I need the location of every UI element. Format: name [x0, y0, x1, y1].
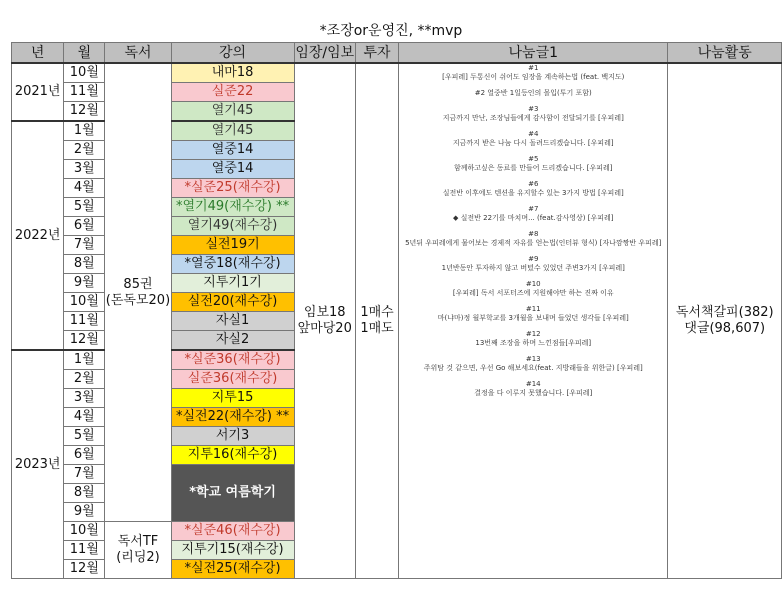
header-month: 월	[64, 43, 105, 64]
month-cell: 10월	[64, 522, 105, 541]
month-cell: 2월	[64, 370, 105, 389]
mentor-report: 임보18	[303, 305, 346, 320]
post-title: 1년반동안 투자하지 않고 버텼수 있었던 주변3가지 [우피레]	[441, 264, 625, 272]
post-title: 13번째 조장을 하며 느낀점들[우피레]	[475, 339, 592, 347]
month-cell: 10월	[64, 63, 105, 83]
month-cell: 1월	[64, 121, 105, 141]
post-number: #10	[525, 280, 541, 288]
month-cell: 11월	[64, 83, 105, 102]
month-cell: 3월	[64, 389, 105, 408]
month-cell: 8월	[64, 484, 105, 503]
post-item	[399, 205, 667, 223]
activity-bookmark: 독서책갈피(382)	[675, 305, 774, 320]
post-item	[399, 380, 667, 398]
month-cell: 5월	[64, 427, 105, 446]
lecture-cell: *실준25(재수강)	[171, 179, 294, 198]
month-cell: 1월	[64, 350, 105, 370]
month-cell: 6월	[64, 217, 105, 236]
month-cell: 12월	[64, 102, 105, 122]
invest-sell: 1매도	[360, 321, 394, 336]
lecture-cell: 열기45	[171, 121, 294, 141]
activity-comments: 댓글(98,607)	[684, 321, 766, 336]
post-number: #5	[528, 155, 539, 163]
legend-note: *조장or운영진, **mvp	[319, 23, 463, 39]
month-cell: 4월	[64, 408, 105, 427]
post-title: 실전반 이후에도 텐션을 유지할수 있는 3가지 방법 [우피레]	[442, 189, 624, 197]
lecture-cell: 지투16(재수강)	[171, 446, 294, 465]
lecture-cell: 서기3	[171, 427, 294, 446]
post-title: 마(냐마)정 월부학교를 3개월을 보내며 들었던 생각들 [우피레]	[437, 314, 629, 322]
post-number: #11	[525, 305, 541, 313]
post-item	[399, 180, 667, 198]
header-row	[12, 43, 782, 64]
lecture-cell: *열중18(재수강)	[171, 255, 294, 274]
lecture-cell: *실준46(재수강)	[171, 522, 294, 541]
header-posts: 나눔글1	[399, 43, 668, 64]
mentor-site: 앞마당20	[297, 321, 352, 336]
month-cell: 12월	[64, 331, 105, 351]
lecture-cell: 자실1	[171, 312, 294, 331]
post-number: #4	[528, 130, 539, 138]
post-item	[399, 330, 667, 348]
post-title: 결정을 다 이루지 못했습니다. [우피레]	[474, 389, 593, 397]
lecture-cell: *열기49(재수강) **	[171, 198, 294, 217]
invest-cell	[355, 63, 398, 579]
post-title: #2 열중반 1일등인의 몰입(투기 포함)	[474, 89, 592, 97]
activity-table	[11, 42, 782, 579]
lecture-cell: 내마18	[171, 63, 294, 83]
post-item	[399, 155, 667, 173]
lecture-cell: 지투15	[171, 389, 294, 408]
post-title: 지금까지 만난, 조장님들에게 감사함이 전달되기를 [우피레]	[442, 114, 624, 122]
mentor-cell	[294, 63, 355, 579]
year-2022: 2022년	[12, 121, 64, 350]
lecture-cell: 자실2	[171, 331, 294, 351]
post-number: #3	[528, 105, 539, 113]
posts-list	[399, 64, 667, 398]
post-item	[399, 305, 667, 323]
book-85	[105, 63, 171, 522]
header-book: 독서	[105, 43, 171, 64]
month-cell: 4월	[64, 179, 105, 198]
month-cell: 8월	[64, 255, 105, 274]
header-invest: 투자	[355, 43, 398, 64]
post-item	[399, 89, 667, 98]
post-item	[399, 355, 667, 373]
post-title: 5년뒤 우피레에게 물어보는 경제적 자유를 얻는법(인터뷰 형식) [자나깜짱반 우피레]	[405, 239, 662, 247]
month-cell: 10월	[64, 293, 105, 312]
book-tf-title: 독서TF	[117, 534, 159, 549]
post-title: 지금까지 받은 나눔 다시 돌려드리겠습니다. [우피레]	[452, 139, 614, 147]
posts-cell	[399, 63, 668, 579]
book-count: 85권	[123, 276, 153, 292]
post-number: #6	[528, 180, 539, 188]
month-cell: 3월	[64, 160, 105, 179]
lecture-cell: 지투기15(재수강)	[171, 541, 294, 560]
lecture-cell: 실준22	[171, 83, 294, 102]
post-item	[399, 105, 667, 123]
book-club: (돈독모20)	[105, 292, 171, 308]
month-cell: 11월	[64, 541, 105, 560]
lecture-cell: 열중14	[171, 160, 294, 179]
post-number: #12	[525, 330, 541, 338]
lecture-cell: 열중14	[171, 141, 294, 160]
post-title: [우피레] 두통신이 쉬어도 임장을 계속하는법 (feat. 백지도)	[442, 73, 625, 81]
year-2023: 2023년	[12, 350, 64, 579]
month-cell: 2월	[64, 141, 105, 160]
invest-buy: 1매수	[360, 305, 394, 320]
month-cell: 9월	[64, 503, 105, 522]
lecture-cell-summer: *학교 여름학기	[171, 465, 294, 522]
lecture-cell: 열기45	[171, 102, 294, 122]
post-number: #14	[525, 380, 541, 388]
post-number: #13	[525, 355, 541, 363]
lecture-cell: *실전25(재수강)	[171, 560, 294, 579]
month-cell: 7월	[64, 465, 105, 484]
month-cell: 5월	[64, 198, 105, 217]
header-lecture: 강의	[171, 43, 294, 64]
lecture-cell: 지투기1기	[171, 274, 294, 293]
header-activity: 나눔활동	[668, 43, 782, 64]
lecture-cell: 실전19기	[171, 236, 294, 255]
post-item	[399, 130, 667, 148]
book-tf-sub: (리딩2)	[116, 550, 160, 565]
post-number: #7	[528, 205, 539, 213]
post-title: [우피레] 독서 서포터즈에 지원해야만 하는 진짜 이유	[452, 289, 614, 297]
post-number: #1	[528, 64, 539, 72]
month-cell: 6월	[64, 446, 105, 465]
lecture-cell: 실준36(재수강)	[171, 370, 294, 389]
post-title: ◆ 실전반 22기를 마치며... (feat.감사영상) [우피레]	[453, 214, 614, 222]
activity-cell	[668, 63, 782, 579]
post-item	[399, 64, 667, 82]
header-mentor: 임장/임보	[294, 43, 355, 64]
lecture-cell: *실준36(재수강)	[171, 350, 294, 370]
year-2021: 2021년	[12, 63, 64, 121]
post-item	[399, 230, 667, 248]
post-number: #9	[528, 255, 539, 263]
month-cell: 11월	[64, 312, 105, 331]
table-row	[12, 63, 782, 83]
post-item	[399, 255, 667, 273]
month-cell: 9월	[64, 274, 105, 293]
post-title: 함께하고싶은 동료를 만들어 드리겠습니다. [우피레]	[453, 164, 613, 172]
month-cell: 12월	[64, 560, 105, 579]
header-year: 년	[12, 43, 64, 64]
lecture-cell: 실전20(재수강)	[171, 293, 294, 312]
post-item	[399, 280, 667, 298]
lecture-cell: *실전22(재수강) **	[171, 408, 294, 427]
lecture-cell: 열기49(재수강)	[171, 217, 294, 236]
post-number: #8	[528, 230, 539, 238]
post-title: 주위탐 것 같으면, 우선 Go 해보세요(feat. 지방래들을 위한글) [우피레]	[423, 364, 643, 372]
month-cell: 7월	[64, 236, 105, 255]
book-tf	[105, 522, 171, 579]
